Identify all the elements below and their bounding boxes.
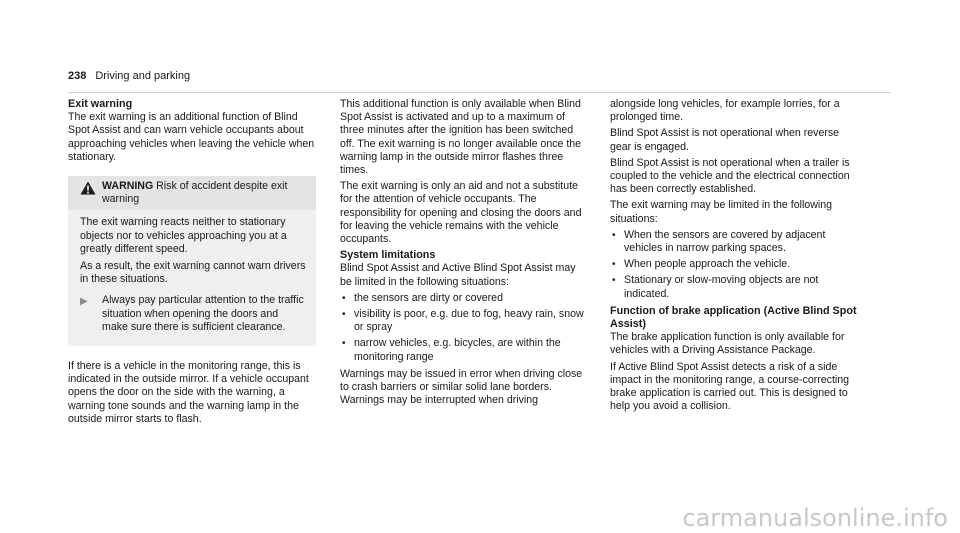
false-warnings-text: Warnings may be issued in error when driving close to crash barriers or similar solid lane borders. Warnings may be interrupted when driving [340, 367, 583, 407]
warning-header [68, 176, 316, 210]
section-title: Driving and parking [95, 70, 191, 82]
column-3 [610, 98, 858, 416]
column-2 [340, 98, 588, 410]
long-vehicles-text: alongside long vehicles, for example lorries, for a prolonged time. [610, 98, 840, 124]
list-item: • visibility is poor, e.g. due to fog, heavy rain, snow or spray [354, 308, 588, 334]
warning-title: Risk of accident despite exit warning [102, 180, 288, 206]
reverse-gear-text: Blind Spot Assist is not operational when reverse gear is engaged. [610, 127, 840, 153]
brake-application-text-1: The brake application function is only available for vehicles with a Driving Assistance Package. [610, 331, 845, 357]
warning-text-1: The exit warning reacts neither to stationary objects nor to vehicles approaching you at a greatly different speed. [80, 216, 287, 255]
list-item: • When the sensors are covered by adjacent vehicles in narrow parking spaces. [624, 229, 858, 255]
responsibility-text: The exit warning is only an aid and not a substitute for the attention of vehicle occupants. The responsibility for opening and closing the doors and for leaving the vehicle remains with the vehicle occupants. [340, 180, 582, 246]
brake-application-text-2: If Active Blind Spot Assist detects a risk of a side impact in the monitoring range, a course-correcting brake application is carried out. This is designed to help you avoid a collision. [610, 360, 850, 413]
warning-label: WARNING [102, 180, 154, 193]
trailer-text: Blind Spot Assist is not operational when a trailer is coupled to the vehicle and the electrical connection has been correctly established. [610, 156, 850, 196]
warning-body [68, 210, 316, 334]
warning-instruction-text: Always pay particular attention to the traffic situation when opening the doors and make sure there is sufficient clearance. [102, 294, 304, 333]
availability-text: This additional function is only available when Blind Spot Assist is activated and up to a maximum of three minutes after the ignition has been switched off. The exit warning is no longer available once the warning lamp in the outside mirror flashes three times. [340, 98, 582, 177]
page-header [68, 70, 891, 93]
system-limitations-intro: Blind Spot Assist and Active Blind Spot Assist may be limited in the following situations: [340, 262, 576, 288]
exit-warning-indication: If there is a vehicle in the monitoring range, this is indicated in the outside mirror. If a vehicle occupant opens the door on the side with the warning, a warning tone sounds and the warning lamp in the outside mirror starts to flash. [68, 360, 309, 425]
brake-application-heading: Function of brake application (Active Blind Spot Assist) [610, 304, 857, 331]
situations-list [610, 229, 858, 301]
warning-triangle-icon [80, 181, 96, 195]
list-item: • Stationary or slow-moving objects are not indicated. [624, 274, 858, 300]
watermark: carmanualsonline.info [682, 503, 948, 532]
arrow-right-icon: ▶ [80, 296, 88, 308]
exit-warning-limits-intro: The exit warning may be limited in the following situations: [610, 199, 832, 225]
column-1 [68, 98, 316, 429]
exit-warning-heading: Exit warning [68, 98, 133, 110]
system-limitations-heading: System limitations [340, 249, 436, 262]
warning-instruction [80, 294, 306, 334]
page-number: 238 [68, 70, 87, 82]
list-item: • the sensors are dirty or covered [354, 292, 588, 305]
warning-box [68, 176, 316, 346]
limitations-list [340, 292, 588, 364]
list-item: • narrow vehicles, e.g. bicycles, are within the monitoring range [354, 337, 588, 363]
exit-warning-intro: The exit warning is an additional function of Blind Spot Assist and can warn vehicle occupants about approaching vehicles when leaving the vehicle when stationary. [68, 111, 315, 163]
list-item: • When people approach the vehicle. [624, 258, 858, 271]
warning-title-wrap [102, 180, 308, 206]
warning-text-2: As a result, the exit warning cannot warn drivers in these situations. [80, 260, 306, 286]
